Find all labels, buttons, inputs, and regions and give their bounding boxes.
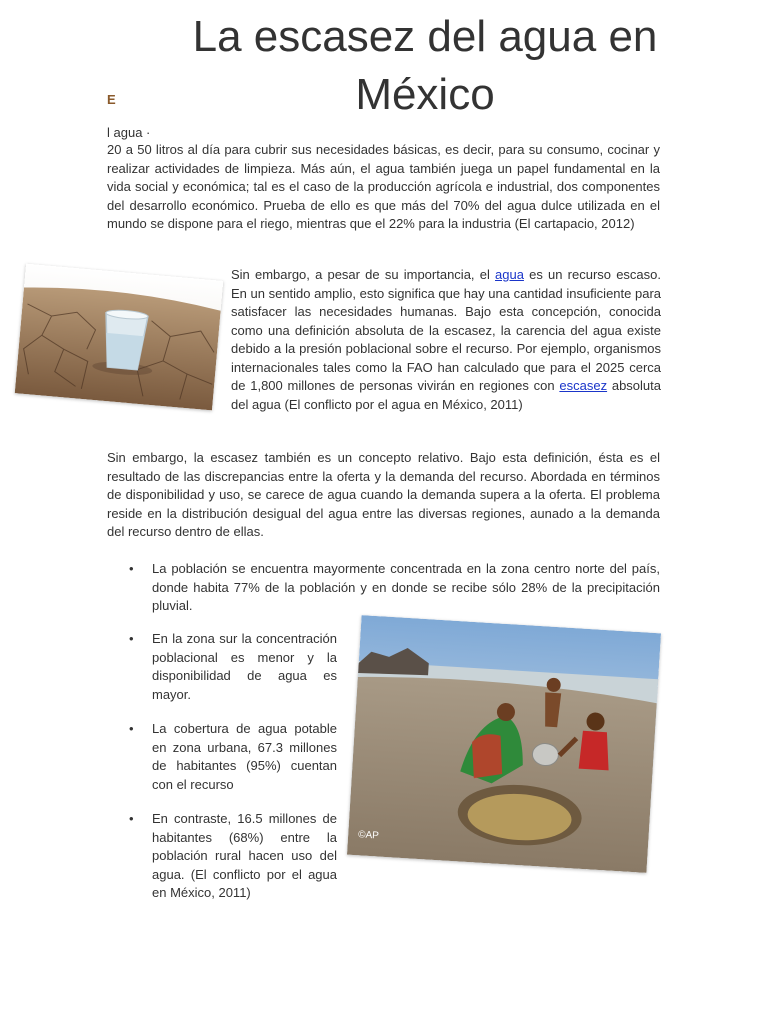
list-item xyxy=(107,630,337,704)
page-title: La escasez del agua en México xyxy=(192,12,658,119)
list-item xyxy=(107,720,337,794)
lead-fragment: l agua · xyxy=(107,125,151,140)
list-item-text: En la zona sur la concentración poblacional es menor y la disponibilidad de agua es mayor. xyxy=(152,631,337,702)
bullet-icon: • xyxy=(129,811,134,826)
escasez-link[interactable]: escasez xyxy=(559,378,608,393)
bullet-list-side xyxy=(107,630,337,919)
water-hole-image xyxy=(347,615,661,873)
bullet-icon: • xyxy=(129,561,134,576)
scarcity-paragraph xyxy=(231,266,661,414)
glass-of-water-image xyxy=(15,264,224,411)
photo-watermark: ©AP xyxy=(357,829,380,842)
drop-cap: E xyxy=(107,92,116,107)
intro-paragraph: 20 a 50 litros al día para cubrir sus necesidades básicas, es decir, para su consumo, cocinar y realizar actividades de limpieza. Más aún, el agua también juega un papel fundamental en la vida social y económica; tal es el caso de la producción agrícola e industrial, dos componentes del desarrollo económico. Prueba de ello es que más del 70% del agua dulce utilizada en el mundo se dispone para el riego, mientras que el 22% para la industria (El cartapacio, 2012) xyxy=(107,142,660,231)
people-collecting-water-photo xyxy=(347,615,661,873)
scarcity-text-start: Sin embargo, a pesar de su importancia, el xyxy=(231,267,496,282)
agua-link[interactable]: agua xyxy=(495,267,524,282)
scarcity-text-middle: es un recurso escaso. En un sentido amplio, esto significa que hay una cantidad insuficiente para satisfacer las necesidades humanas. Bajo esta concepción, conocida como una definición absoluta de la escasez, la carencia del agua existe debido a la presión poblacional sobre el recurso. Por ejemplo, organismos internacionales tales como la FAO han calculado que para el 2025 cerca de 1,800 millones de personas vivirán en regiones con xyxy=(231,267,662,393)
dry-cracked-earth-photo xyxy=(15,264,224,411)
bullet-icon: • xyxy=(129,631,134,646)
bullet-list-top xyxy=(107,560,660,616)
list-item-text: La población se encuentra mayormente concentrada en la zona centro norte del país, donde habita 77% de la población y en donde se recibe sólo 28% de la precipitación pluvial. xyxy=(152,561,660,613)
list-item xyxy=(107,810,337,903)
scarcity-text-end: absoluta del agua (El conflicto por el agua en México, 2011) xyxy=(231,378,661,412)
bullet-icon: • xyxy=(129,721,134,736)
list-item xyxy=(107,560,660,616)
list-item-text: En contraste, 16.5 millones de habitantes (68%) entre la población rural hacen uso del agua. (El conflicto por el agua en México, 2011) xyxy=(152,811,337,900)
list-item-text: La cobertura de agua potable en zona urbana, 67.3 millones de habitantes (95%) cuentan con el recurso xyxy=(152,721,337,792)
relative-scarcity-paragraph: Sin embargo, la escasez también es un concepto relativo. Bajo esta definición, ésta es el resultado de las discrepancias entre la oferta y la demanda del recurso. Abordada en términos de disponibilidad y uso, se carece de agua cuando la demanda supera a la oferta. El problema reside en la distribución desigual del agua entre las diversas regiones, aunado a la demanda del recurso dentro de ellas. xyxy=(107,450,660,539)
